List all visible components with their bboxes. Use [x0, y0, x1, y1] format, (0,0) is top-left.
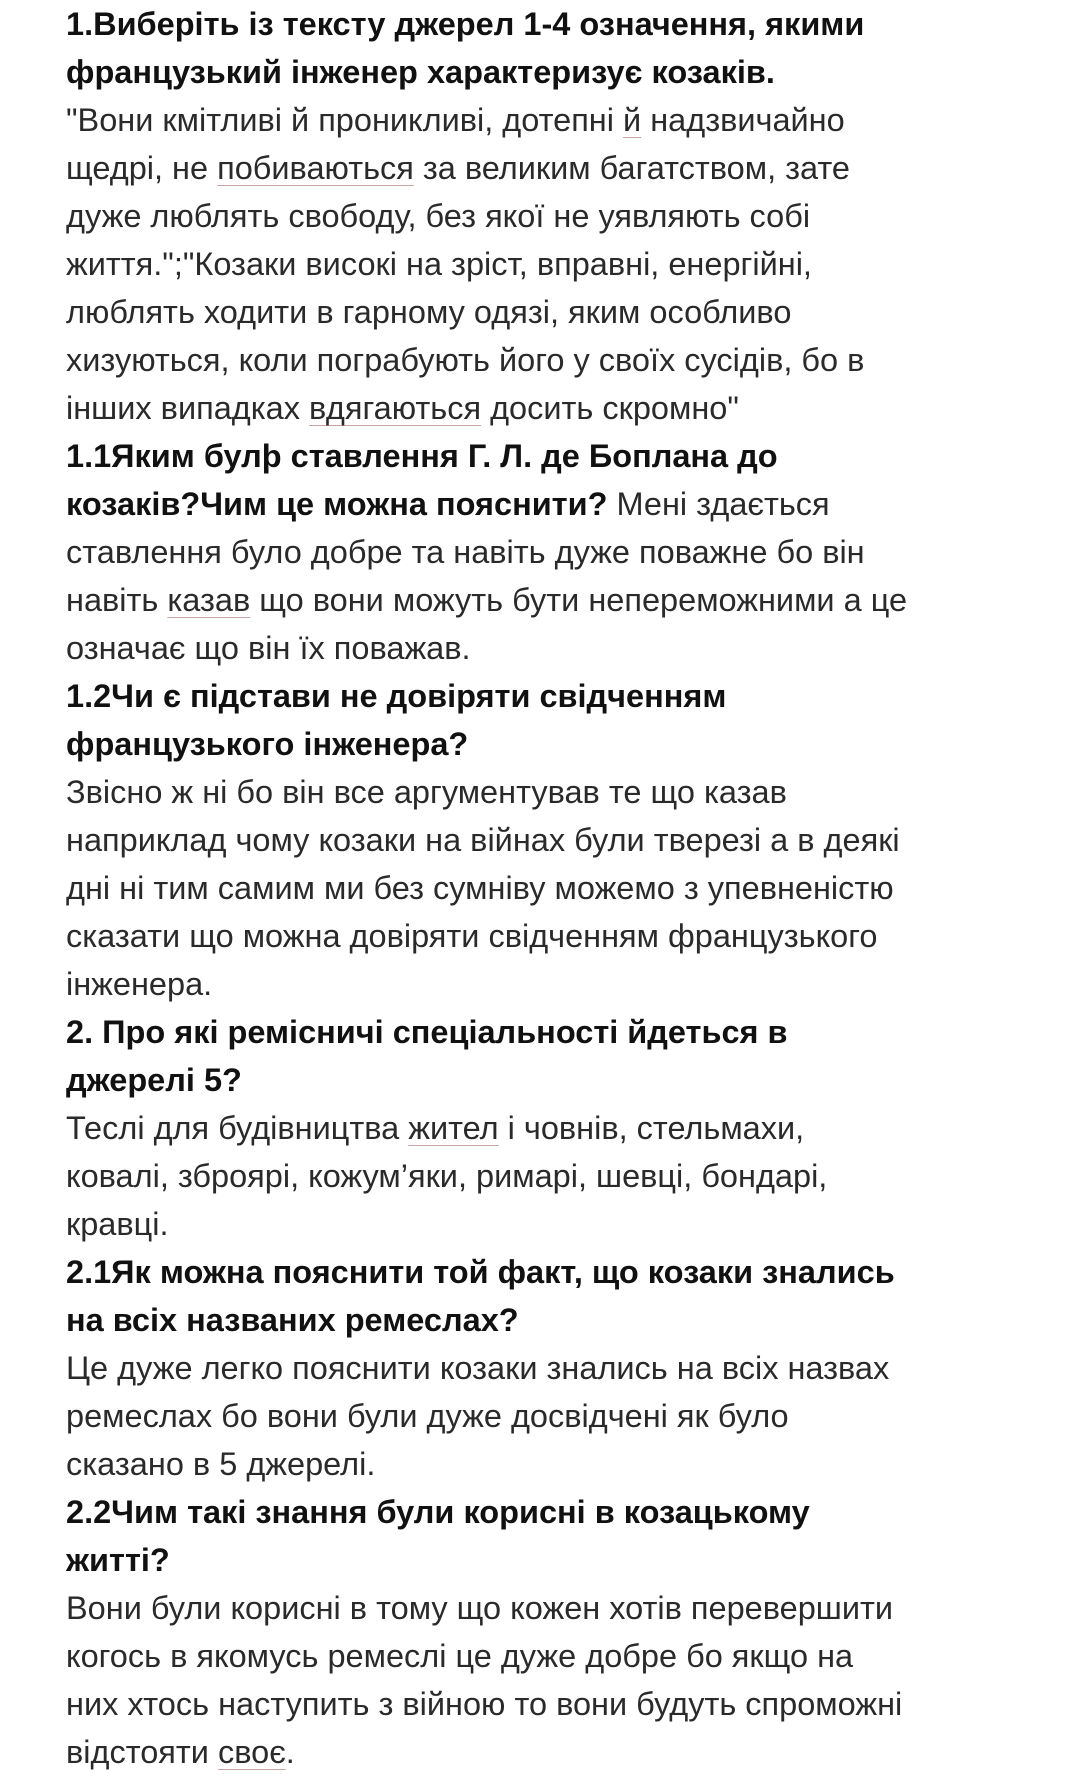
question-2-2-line-1: 2.2Чим такі знання були корисні в козацькому: [66, 1494, 810, 1530]
question-2-line-1: 2. Про які ремісничі спеціальності йдеться в: [66, 1014, 788, 1050]
answer-1-text: "Вони кмітливі й проникливі, дотепні: [66, 102, 624, 138]
question-2-1-line-1: 2.1Як можна пояснити той факт, що козаки знались: [66, 1254, 895, 1290]
answer-1-2-line-1: Звісно ж ні бо він все аргументував те що казав: [66, 774, 787, 810]
question-1-2-line-2: французького інженера?: [66, 726, 469, 762]
answer-2-2-line-1: Вони були корисні в тому що кожен хотів перевершити: [66, 1590, 894, 1626]
answer-1-text: за великим багатством, зате: [413, 150, 850, 186]
answer-2-2-line-2: когось в якомусь ремеслі це дуже добре бо якщо на: [66, 1638, 854, 1674]
answer-1-1-line-2: ставлення було добре та навіть дуже поважне бо він: [66, 534, 865, 570]
answer-2-1-line-2: ремеслах бо вони були дуже досвідчені як було: [66, 1398, 789, 1434]
question-2-2-line-2: житті?: [66, 1542, 170, 1578]
question-2-1-line-2: на всіх названих ремеслах?: [66, 1302, 519, 1338]
answer-1-2-line-2: наприклад чому козаки на війнах були тверезі а в деякі: [66, 822, 900, 858]
question-2-line-2: джерелі 5?: [66, 1062, 242, 1098]
answer-1-1-text: Мені здається: [607, 486, 830, 522]
question-1-line-1: 1.Виберіть із тексту джерел 1-4 означення, якими: [66, 6, 865, 42]
spellcheck-word: й: [623, 102, 642, 138]
question-1-1-line-1: 1.1Яким булþ ставлення Г. Л. де Боплана до: [66, 438, 778, 474]
answer-1-line-7: [66, 384, 1026, 432]
answer-1-text: надзвичайно: [641, 102, 845, 138]
spellcheck-word: жител: [408, 1110, 499, 1146]
answer-1-2-line-3: дні ні тим самим ми без сумніву можемо з упевненістю: [66, 870, 894, 906]
spellcheck-word: своє: [217, 1734, 286, 1770]
document-body: [66, 0, 1026, 1776]
spellcheck-word: казав: [167, 582, 251, 618]
answer-2-2-text: .: [285, 1734, 295, 1770]
answer-2-1-line-1: Це дуже легко пояснити козаки знались на всіх назвах: [66, 1350, 890, 1386]
answer-1-line-1: [66, 96, 1026, 144]
answer-1-1-line-4: означає що він їх поважав.: [66, 630, 471, 666]
answer-1-2-line-5: інженера.: [66, 966, 213, 1002]
answer-1-line-4: життя.";"Козаки високі на зріст, вправні, енергійні,: [66, 246, 812, 282]
answer-2-1-line-3: сказано в 5 джерелі.: [66, 1446, 376, 1482]
answer-1-line-2: [66, 144, 1026, 192]
answer-1-line-6: хизуються, коли пограбують його у своїх сусідів, бо в: [66, 342, 865, 378]
answer-2-line-2: ковалі, зброярі, кожум’яки, римарі, шевці, бондарі,: [66, 1158, 828, 1194]
answer-2-2-line-3: них хтось наступить з війною то вони будуть спроможні: [66, 1686, 903, 1722]
answer-2-line-3: кравці.: [66, 1206, 169, 1242]
spellcheck-word: побиваються: [217, 150, 414, 186]
answer-1-2-line-4: сказати що можна довіряти свідченням французького: [66, 918, 878, 954]
answer-2-2-text: відстояти: [66, 1734, 218, 1770]
answer-1-1-text: навіть: [66, 582, 168, 618]
answer-2-text: Теслі для будівництва: [66, 1110, 409, 1146]
question-1-line-2: французький інженер характеризує козаків.: [66, 54, 775, 90]
answer-1-line-5: люблять ходити в гарному одязі, яким особливо: [66, 294, 792, 330]
question-1-2-line-1: 1.2Чи є підстави не довіряти свідченням: [66, 678, 727, 714]
answer-1-text: досить скромно": [481, 390, 739, 426]
question-1-1-line-2: [66, 480, 1026, 528]
answer-1-1-text: що вони можуть бути непереможними а це: [250, 582, 908, 618]
answer-1-text: інших випадках: [66, 390, 310, 426]
question-1-1-text: козаків?Чим це можна пояснити?: [66, 486, 608, 522]
answer-2-text: і човнів, стельмахи,: [498, 1110, 805, 1146]
spellcheck-word: вдягаються: [309, 390, 482, 426]
answer-2-2-line-4: [66, 1728, 1026, 1776]
answer-1-1-line-3: [66, 576, 1026, 624]
answer-1-line-3: дуже люблять свободу, без якої не уявляють собі: [66, 198, 811, 234]
answer-2-line-1: [66, 1104, 1026, 1152]
answer-1-text: щедрі, не: [66, 150, 218, 186]
